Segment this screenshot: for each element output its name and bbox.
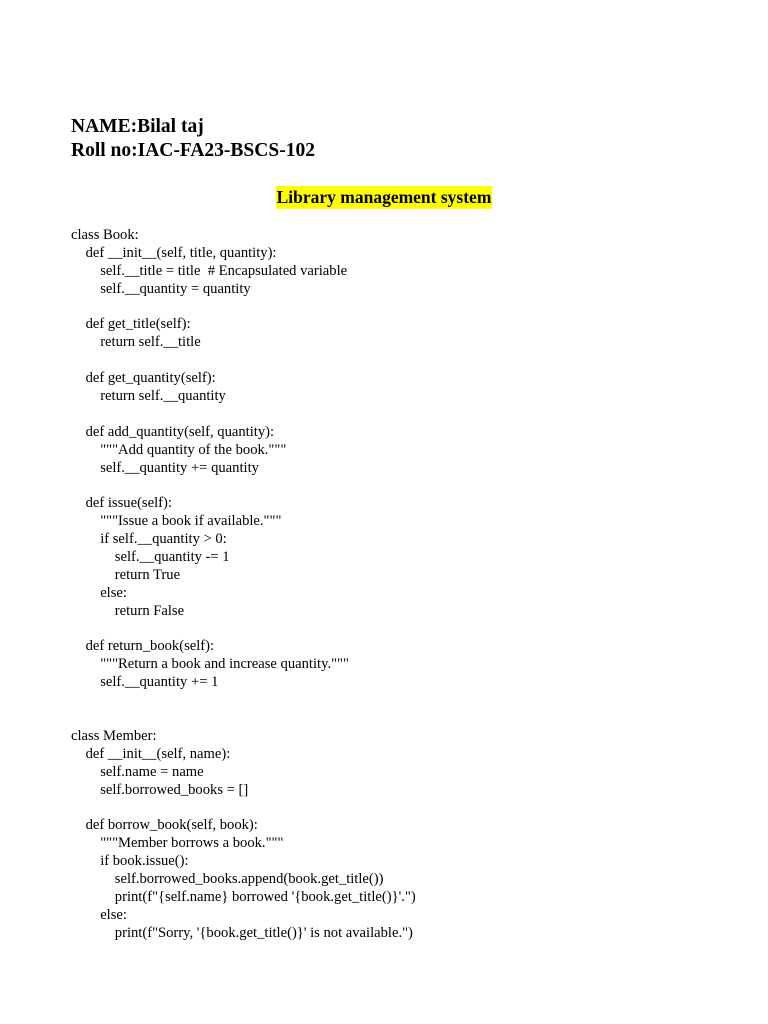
document-title-wrap (0, 186, 768, 209)
code-line: return False (71, 602, 185, 619)
code-line: else: (71, 584, 127, 601)
code-line (71, 477, 416, 495)
code-line: self.__quantity += quantity (71, 459, 259, 476)
code-line: if book.issue(): (71, 853, 189, 870)
code-line: self.__title = title # Encapsulated variable (71, 262, 348, 279)
code-line: """Issue a book if available.""" (71, 513, 282, 530)
code-line: self.__quantity -= 1 (71, 549, 230, 566)
code-line: """Member borrows a book.""" (71, 835, 284, 852)
code-line (71, 406, 416, 424)
code-line: def add_quantity(self, quantity): (71, 423, 275, 440)
code-line: class Member: (71, 727, 157, 744)
code-line (71, 800, 416, 818)
code-line: """Add quantity of the book.""" (71, 441, 287, 458)
code-line: def return_book(self): (71, 638, 215, 655)
code-line: print(f"Sorry, '{book.get_title()}' is not available.") (71, 924, 413, 941)
code-line: def get_quantity(self): (71, 370, 216, 387)
code-line: self.__quantity += 1 (71, 674, 219, 691)
code-line: def __init__(self, name): (71, 745, 231, 762)
code-line: """Return a book and increase quantity.""" (71, 656, 349, 673)
code-line (71, 692, 416, 710)
code-line: print(f"{self.name} borrowed '{book.get_title()}'.") (71, 888, 416, 905)
student-name: NAME:Bilal taj (71, 116, 204, 137)
code-line: class Book: (71, 227, 139, 243)
code-line: return self.__quantity (71, 388, 226, 405)
document-title: Library management system (276, 187, 492, 207)
code-line (71, 299, 416, 317)
code-line: self.__quantity = quantity (71, 280, 251, 297)
code-line: def issue(self): (71, 495, 172, 512)
code-line: self.borrowed_books.append(book.get_title()) (71, 871, 384, 888)
code-line: def get_title(self): (71, 316, 191, 333)
code-line: else: (71, 906, 127, 923)
code-line (71, 621, 416, 639)
code-line: self.name = name (71, 763, 204, 780)
code-line: return True (71, 566, 181, 583)
roll-number: Roll no:IAC-FA23-BSCS-102 (71, 140, 315, 161)
code-line: def borrow_book(self, book): (71, 817, 258, 834)
student-header (71, 115, 315, 163)
code-block (71, 227, 416, 943)
code-line: return self.__title (71, 334, 201, 351)
code-line: def __init__(self, title, quantity): (71, 244, 277, 261)
code-line: if self.__quantity > 0: (71, 531, 227, 548)
code-line (71, 352, 416, 370)
code-line (71, 710, 416, 728)
code-line: self.borrowed_books = [] (71, 781, 249, 798)
